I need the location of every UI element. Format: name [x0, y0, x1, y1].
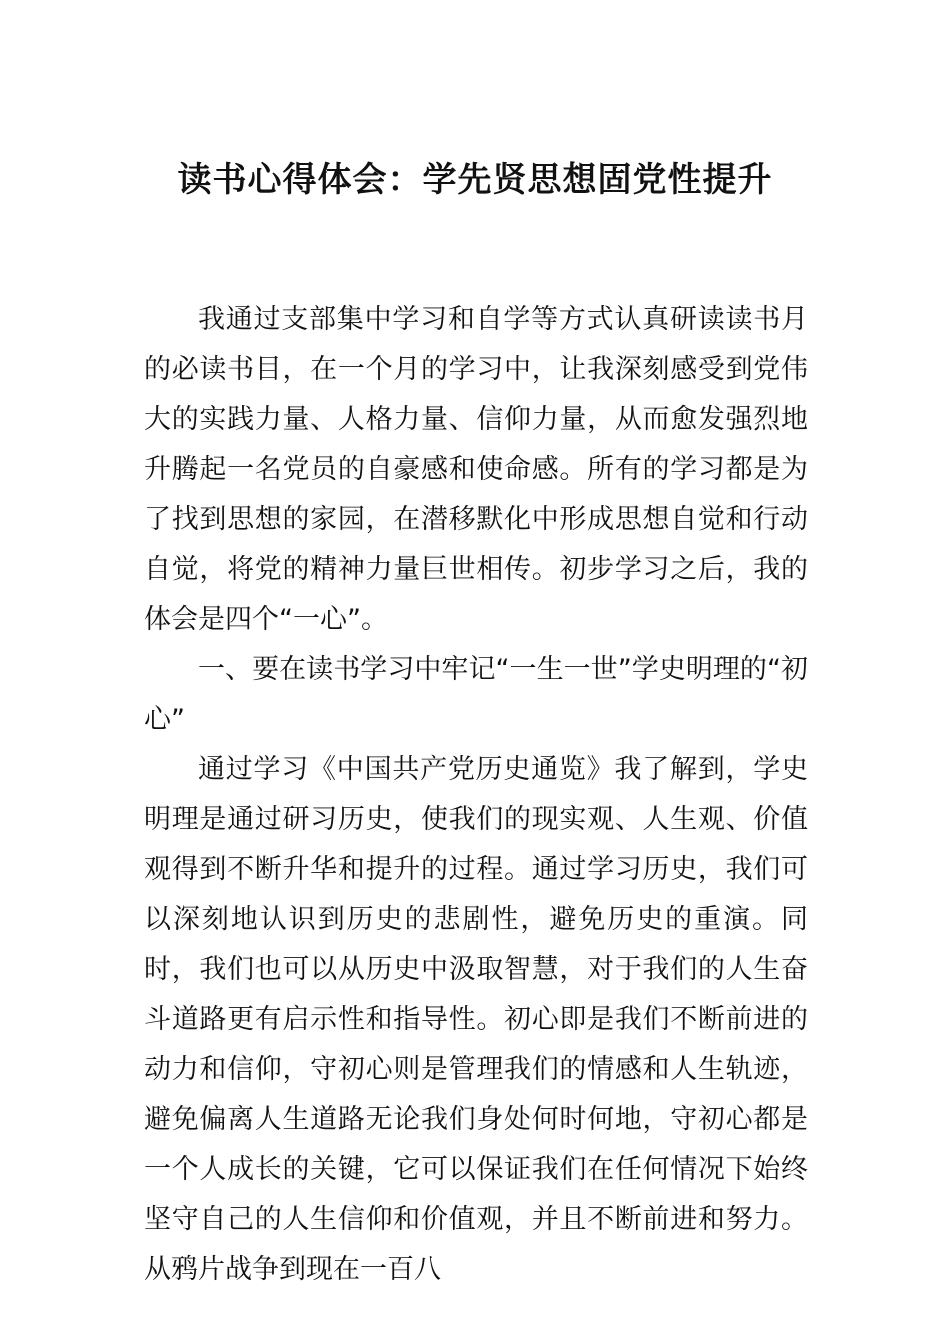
paragraph-section-1: 通过学习《中国共产党历史通览》我了解到，学史明理是通过研习历史，使我们的现实观、人生观、价值观得到不断升华和提升的过程。通过学习历史，我们可以深刻地认识到历史的悲剧性，避免历史的重演。同时，我们也可以从历史中汲取智慧，对于我们的人生奋斗道路更有启示性和指导性。初心即是我们不断前进的动力和信仰，守初心则是管理我们的情感和人生轨迹，避免偏离人生道路无论我们身处何时何地，守初心都是一个人成长的关键，它可以保证我们在任何情况下始终坚守自己的人生信仰和价值观，并且不断前进和努力。从鸦片战争到现在一百八: [144, 754, 808, 1285]
page-title: 读书心得体会：学先贤思想固党性提升: [177, 160, 773, 200]
document-body: [144, 295, 808, 1295]
paragraph-intro: 我通过支部集中学习和自学等方式认真研读读书月的必读书目，在一个月的学习中，让我深刻感受到党伟大的实践力量、人格力量、信仰力量，从而愈发强烈地升腾起一名党员的自豪感和使命感。所有的学习都是为了找到思想的家园，在潜移默化中形成思想自觉和行动自觉，将党的精神力量巨世相传。初步学习之后，我的体会是四个“一心”。: [144, 304, 808, 635]
section-heading-1: 一、要在读书学习中牢记“一生一世”学史明理的“初心”: [144, 654, 808, 735]
